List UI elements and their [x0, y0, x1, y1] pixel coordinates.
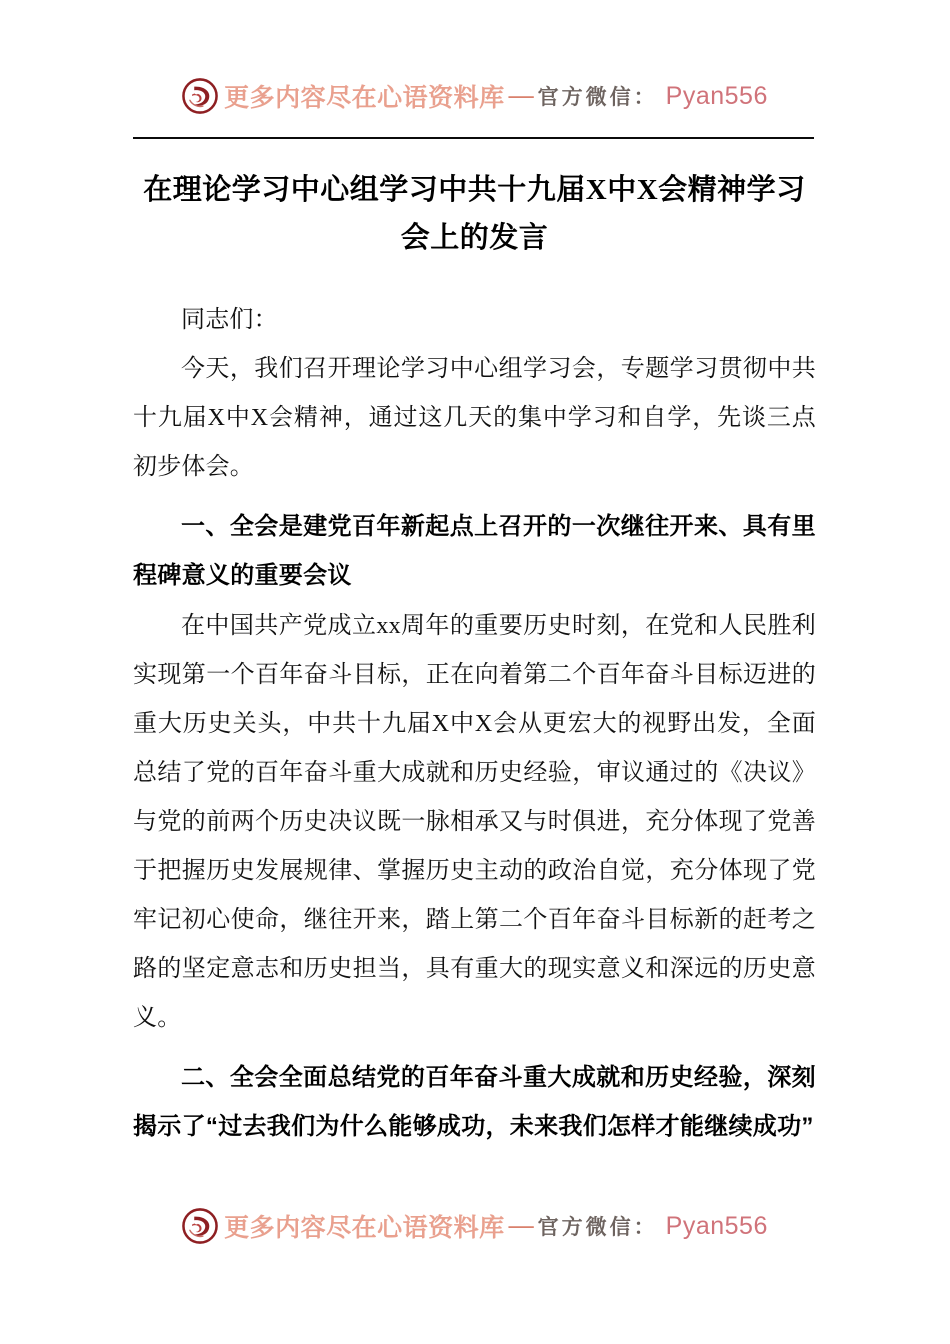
document-body	[133, 166, 816, 1153]
watermark-wechat-label: 官方微信：	[537, 1215, 658, 1239]
watermark-footer	[0, 1208, 950, 1244]
section-body-1: 在中国共产党成立xx周年的重要历史时刻，在党和人民胜利实现第一个百年奋斗目标，正在向着第二个百年奋斗目标迈进的重大历史关头，中共十九届X中X会从更宏大的视野出发，全面总结了党的百年奋斗重大成就和历史经验，审议通过的《决议》与党的前两个历史决议既一脉相承又与时俱进，充分体现了党善于把握历史发展规律、掌握历史主动的政治自觉，充分体现了党牢记初心使命，继往开来，踏上第二个百年奋斗目标新的赶考之路的坚定意志和历史担当，具有重大的现实意义和深远的历史意义。	[133, 613, 816, 1031]
xinyu-library-logo-icon	[182, 1208, 218, 1244]
section-heading-2: 二、全会全面总结党的百年奋斗重大成就和历史经验，深刻揭示了“过去我们为什么能够成功，未来我们怎样才能继续成功”	[133, 1064, 816, 1140]
watermark-main-text: 更多内容尽在心语资料库	[224, 1215, 505, 1242]
xinyu-library-logo-icon	[182, 78, 218, 114]
watermark-main-text: 更多内容尽在心语资料库	[224, 85, 505, 112]
salutation-line: 同志们：	[181, 307, 278, 333]
header-divider	[133, 137, 814, 139]
document-title: 在理论学习中心组学习中共十九届X中X会精神学习会上的发言	[143, 174, 806, 254]
watermark-header	[0, 78, 950, 114]
watermark-wechat-label: 官方微信：	[537, 85, 658, 109]
watermark-wechat-handle: Pyan556	[665, 81, 768, 110]
watermark-separator: —	[508, 1212, 534, 1239]
section-heading-1: 一、全会是建党百年新起点上召开的一次继往开来、具有里程碑意义的重要会议	[133, 513, 816, 589]
watermark-separator: —	[508, 82, 534, 109]
watermark-wechat-handle: Pyan556	[665, 1211, 768, 1240]
intro-paragraph: 今天，我们召开理论学习中心组学习会，专题学习贯彻中共十九届X中X会精神，通过这几天的集中学习和自学，先谈三点初步体会。	[133, 356, 816, 480]
